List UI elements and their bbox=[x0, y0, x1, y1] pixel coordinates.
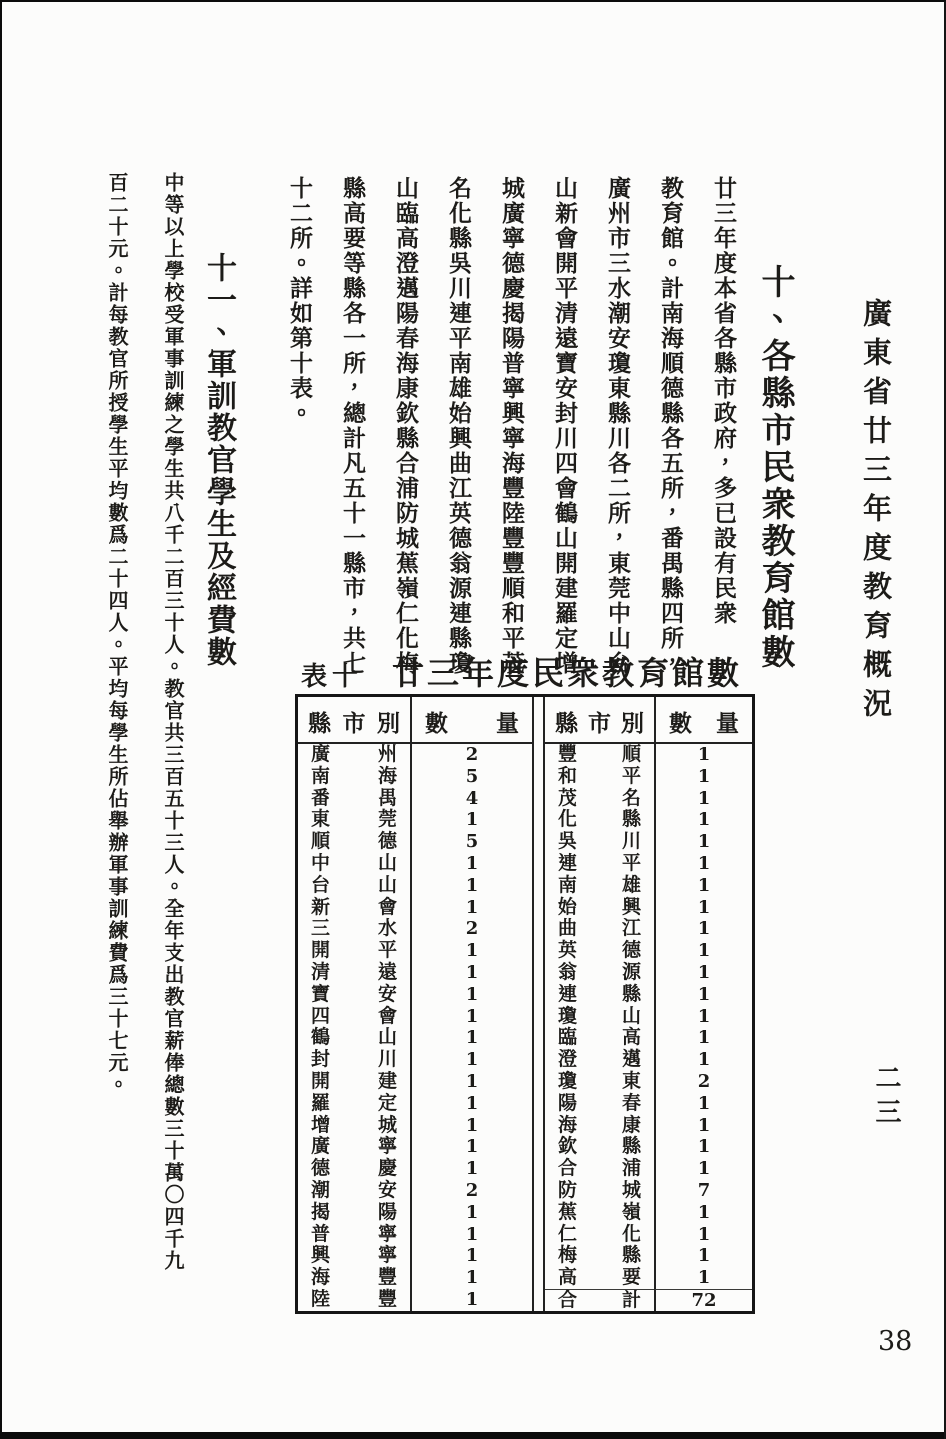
table-row bbox=[545, 1027, 752, 1049]
table-row bbox=[298, 1180, 532, 1202]
county-name: 化縣 bbox=[558, 809, 641, 831]
county-count: 1 bbox=[654, 788, 752, 810]
table-row bbox=[298, 918, 532, 940]
county-name: 豐順 bbox=[558, 744, 641, 765]
county-name: 瓊東 bbox=[558, 1070, 641, 1092]
county-name: 曲江 bbox=[558, 918, 641, 940]
county-name: 清遠 bbox=[311, 961, 397, 983]
county-name: 南海 bbox=[311, 765, 397, 787]
table-header-row bbox=[298, 697, 532, 744]
county-name: 中山 bbox=[311, 852, 397, 874]
county-name: 臨高 bbox=[558, 1027, 641, 1049]
county-count: 1 bbox=[410, 984, 532, 1006]
county-count: 1 bbox=[654, 1006, 752, 1028]
county-count: 1 bbox=[654, 940, 752, 962]
table-row bbox=[545, 984, 752, 1006]
county-count: 1 bbox=[410, 1006, 532, 1028]
table-row bbox=[545, 1202, 752, 1224]
county-name: 德慶 bbox=[311, 1158, 397, 1180]
table-row bbox=[545, 1006, 752, 1028]
table-row bbox=[298, 875, 532, 897]
county-count: 72 bbox=[654, 1289, 752, 1311]
county-count: 1 bbox=[654, 984, 752, 1006]
county-count: 5 bbox=[410, 766, 532, 788]
page-number: 38 bbox=[878, 1326, 913, 1357]
table-row bbox=[298, 1049, 532, 1071]
county-count: 1 bbox=[654, 1202, 752, 1224]
county-count: 1 bbox=[410, 1289, 532, 1311]
county-name: 合浦 bbox=[558, 1158, 641, 1180]
table-row bbox=[298, 809, 532, 831]
column-header-count: 數量 bbox=[410, 697, 532, 742]
table-row bbox=[545, 962, 752, 984]
text-column: 十二所。詳如第十表。 bbox=[287, 176, 312, 426]
table-body-left bbox=[298, 744, 532, 1311]
table-row bbox=[545, 809, 752, 831]
county-name: 茂名 bbox=[558, 787, 641, 809]
table-row bbox=[298, 1027, 532, 1049]
county-count: 1 bbox=[410, 897, 532, 919]
table-row bbox=[545, 1289, 752, 1311]
county-name: 海豐 bbox=[311, 1267, 397, 1289]
county-name: 陽春 bbox=[558, 1092, 641, 1114]
county-count: 1 bbox=[410, 1115, 532, 1137]
table-row bbox=[545, 1049, 752, 1071]
table-label: 表十 bbox=[301, 662, 364, 691]
table-row bbox=[298, 831, 532, 853]
county-count: 1 bbox=[654, 809, 752, 831]
county-name: 澄邁 bbox=[558, 1049, 641, 1071]
county-name: 開建 bbox=[311, 1070, 397, 1092]
county-name: 增城 bbox=[311, 1114, 397, 1136]
text-column: 山臨高澄邁陽春海康欽縣合浦防城蕉嶺仁化梅 bbox=[393, 176, 418, 676]
table-row bbox=[545, 940, 752, 962]
county-name: 防城 bbox=[558, 1179, 641, 1201]
section11-heading: 十一、軍訓教官學生及經費數 bbox=[202, 252, 235, 668]
table-row bbox=[298, 897, 532, 919]
county-name: 新會 bbox=[311, 896, 397, 918]
table-row bbox=[298, 1289, 532, 1311]
scan-artifact bbox=[2, 1432, 944, 1439]
county-name: 翁源 bbox=[558, 961, 641, 983]
column-header-county: 縣市別 bbox=[308, 711, 400, 736]
county-name: 英德 bbox=[558, 940, 641, 962]
county-count: 1 bbox=[654, 853, 752, 875]
county-count: 1 bbox=[654, 744, 752, 766]
table-row bbox=[545, 831, 752, 853]
county-name: 東莞 bbox=[311, 809, 397, 831]
county-count: 1 bbox=[654, 766, 752, 788]
county-count: 4 bbox=[410, 788, 532, 810]
county-count: 1 bbox=[654, 1267, 752, 1289]
county-name: 吳川 bbox=[558, 831, 641, 853]
text-column: 廣州市三水潮安瓊東縣川各二所，東莞中山台 bbox=[605, 176, 630, 676]
table-row bbox=[298, 1158, 532, 1180]
text-column: 廿三年度本省各縣市政府，多已設有民衆 bbox=[711, 176, 736, 626]
county-count: 1 bbox=[654, 1049, 752, 1071]
table-row bbox=[545, 918, 752, 940]
county-name: 四會 bbox=[311, 1005, 397, 1027]
table-row bbox=[545, 853, 752, 875]
table-row bbox=[545, 1115, 752, 1137]
table-row bbox=[545, 1071, 752, 1093]
county-name: 高要 bbox=[558, 1267, 641, 1289]
county-name: 寶安 bbox=[311, 983, 397, 1005]
county-name: 連平 bbox=[558, 852, 641, 874]
county-count: 2 bbox=[410, 1180, 532, 1202]
county-count: 1 bbox=[654, 918, 752, 940]
county-count: 1 bbox=[410, 875, 532, 897]
table-row bbox=[298, 1224, 532, 1246]
table-row bbox=[298, 1245, 532, 1267]
county-name: 和平 bbox=[558, 765, 641, 787]
table-row bbox=[298, 1071, 532, 1093]
county-count: 5 bbox=[410, 831, 532, 853]
table-row bbox=[298, 1267, 532, 1289]
county-count: 1 bbox=[410, 1049, 532, 1071]
text-column: 百二十元。計每教官所授學生平均數爲二十四人。平均每學生所佔舉辦軍事訓練費爲三十七元。 bbox=[105, 172, 127, 1096]
table-title: 廿三年度民衆教育館數 bbox=[392, 655, 743, 691]
county-count: 1 bbox=[410, 1093, 532, 1115]
county-name: 番禺 bbox=[311, 787, 397, 809]
section11-paragraph bbox=[87, 172, 200, 1330]
county-name: 梅縣 bbox=[558, 1245, 641, 1267]
county-count: 1 bbox=[654, 962, 752, 984]
county-name: 潮安 bbox=[311, 1179, 397, 1201]
county-count: 1 bbox=[410, 940, 532, 962]
table-row bbox=[298, 1006, 532, 1028]
county-name: 興寧 bbox=[311, 1245, 397, 1267]
county-count: 1 bbox=[410, 1158, 532, 1180]
county-count: 2 bbox=[654, 1071, 752, 1093]
table-row bbox=[545, 788, 752, 810]
county-name: 廣州 bbox=[311, 744, 397, 765]
county-name: 普寧 bbox=[311, 1223, 397, 1245]
county-count: 1 bbox=[654, 1093, 752, 1115]
text-column: 山新會開平清遠寶安封川四會鶴山開建羅定增 bbox=[552, 176, 577, 676]
column-header-county: 縣市別 bbox=[555, 711, 644, 736]
text-column: 教育館。計南海順德縣各五所，番禺縣四所， bbox=[658, 176, 683, 676]
table-header-row bbox=[545, 697, 752, 744]
county-name: 南雄 bbox=[558, 874, 641, 896]
table-row bbox=[545, 1224, 752, 1246]
county-count: 1 bbox=[410, 853, 532, 875]
county-count: 1 bbox=[410, 1224, 532, 1246]
table-row bbox=[545, 1245, 752, 1267]
county-count: 1 bbox=[654, 831, 752, 853]
table-section-right bbox=[545, 697, 752, 1311]
county-name: 陸豐 bbox=[311, 1288, 397, 1310]
table-row bbox=[298, 788, 532, 810]
text-column: 縣高要等縣各一所，總計凡五十一縣市，共七 bbox=[340, 176, 365, 676]
text-column: 中等以上學校受軍事訓練之學生共八千二百三十人。教官共三百五十三人。全年支出教官薪俸總數三十萬〇四千九 bbox=[161, 172, 183, 1272]
county-count: 1 bbox=[410, 1202, 532, 1224]
county-name: 海康 bbox=[558, 1114, 641, 1136]
county-name: 三水 bbox=[311, 918, 397, 940]
county-name: 仁化 bbox=[558, 1223, 641, 1245]
county-count: 2 bbox=[410, 918, 532, 940]
table-row bbox=[298, 1115, 532, 1137]
folio-number: 二三 bbox=[872, 1064, 901, 1132]
county-count: 7 bbox=[654, 1180, 752, 1202]
county-count: 1 bbox=[654, 897, 752, 919]
county-count: 2 bbox=[410, 744, 532, 766]
table-row bbox=[298, 962, 532, 984]
county-name: 開平 bbox=[311, 940, 397, 962]
table-row bbox=[298, 766, 532, 788]
table-row bbox=[298, 853, 532, 875]
section10-heading: 十、各縣市民衆教育館數 bbox=[756, 264, 793, 671]
county-count: 1 bbox=[410, 1027, 532, 1049]
table-row bbox=[298, 1136, 532, 1158]
county-name: 鶴山 bbox=[311, 1027, 397, 1049]
county-count: 1 bbox=[410, 809, 532, 831]
county-count: 1 bbox=[410, 1071, 532, 1093]
table-row bbox=[545, 897, 752, 919]
county-name: 瓊山 bbox=[558, 1005, 641, 1027]
county-count: 1 bbox=[654, 1027, 752, 1049]
county-name: 欽縣 bbox=[558, 1136, 641, 1158]
table-row bbox=[545, 1093, 752, 1115]
text-column: 城廣寧德慶揭陽普寧興寧海豐陸豐豐順和平茂 bbox=[499, 176, 524, 676]
table-row bbox=[298, 984, 532, 1006]
table-body-right bbox=[545, 744, 752, 1311]
table-row bbox=[298, 940, 532, 962]
county-count: 1 bbox=[654, 1136, 752, 1158]
county-count: 1 bbox=[410, 962, 532, 984]
education-halls-table bbox=[295, 694, 755, 1314]
county-name: 揭陽 bbox=[311, 1201, 397, 1223]
county-count: 1 bbox=[654, 1115, 752, 1137]
table-row bbox=[545, 1136, 752, 1158]
table-row bbox=[545, 744, 752, 766]
county-name: 台山 bbox=[311, 874, 397, 896]
county-count: 1 bbox=[654, 1158, 752, 1180]
margin-book-title: 廣東省廿三年度教育概況 bbox=[859, 298, 891, 727]
county-name: 順德 bbox=[311, 831, 397, 853]
county-name: 廣寧 bbox=[311, 1136, 397, 1158]
section10-paragraph bbox=[272, 176, 750, 688]
county-name: 連縣 bbox=[558, 983, 641, 1005]
county-name: 封川 bbox=[311, 1049, 397, 1071]
county-count: 1 bbox=[654, 875, 752, 897]
county-count: 1 bbox=[654, 1245, 752, 1267]
table-center-divider bbox=[532, 697, 545, 1311]
county-name: 羅定 bbox=[311, 1092, 397, 1114]
column-header-count: 數量 bbox=[654, 697, 752, 742]
table-row bbox=[298, 744, 532, 766]
table-row bbox=[545, 875, 752, 897]
county-count: 1 bbox=[410, 1245, 532, 1267]
county-count: 1 bbox=[410, 1267, 532, 1289]
table-row bbox=[545, 1180, 752, 1202]
table-row bbox=[298, 1202, 532, 1224]
table-row bbox=[298, 1093, 532, 1115]
county-name: 蕉嶺 bbox=[558, 1201, 641, 1223]
table-row bbox=[545, 1158, 752, 1180]
county-name: 始興 bbox=[558, 896, 641, 918]
table-section-left bbox=[298, 697, 532, 1311]
county-name: 合計 bbox=[545, 1289, 654, 1311]
county-count: 1 bbox=[654, 1224, 752, 1246]
table-row bbox=[545, 1267, 752, 1289]
table-row bbox=[545, 766, 752, 788]
text-column: 名化縣吳川連平南雄始興曲江英德翁源連縣瓊 bbox=[446, 176, 471, 676]
county-count: 1 bbox=[410, 1136, 532, 1158]
